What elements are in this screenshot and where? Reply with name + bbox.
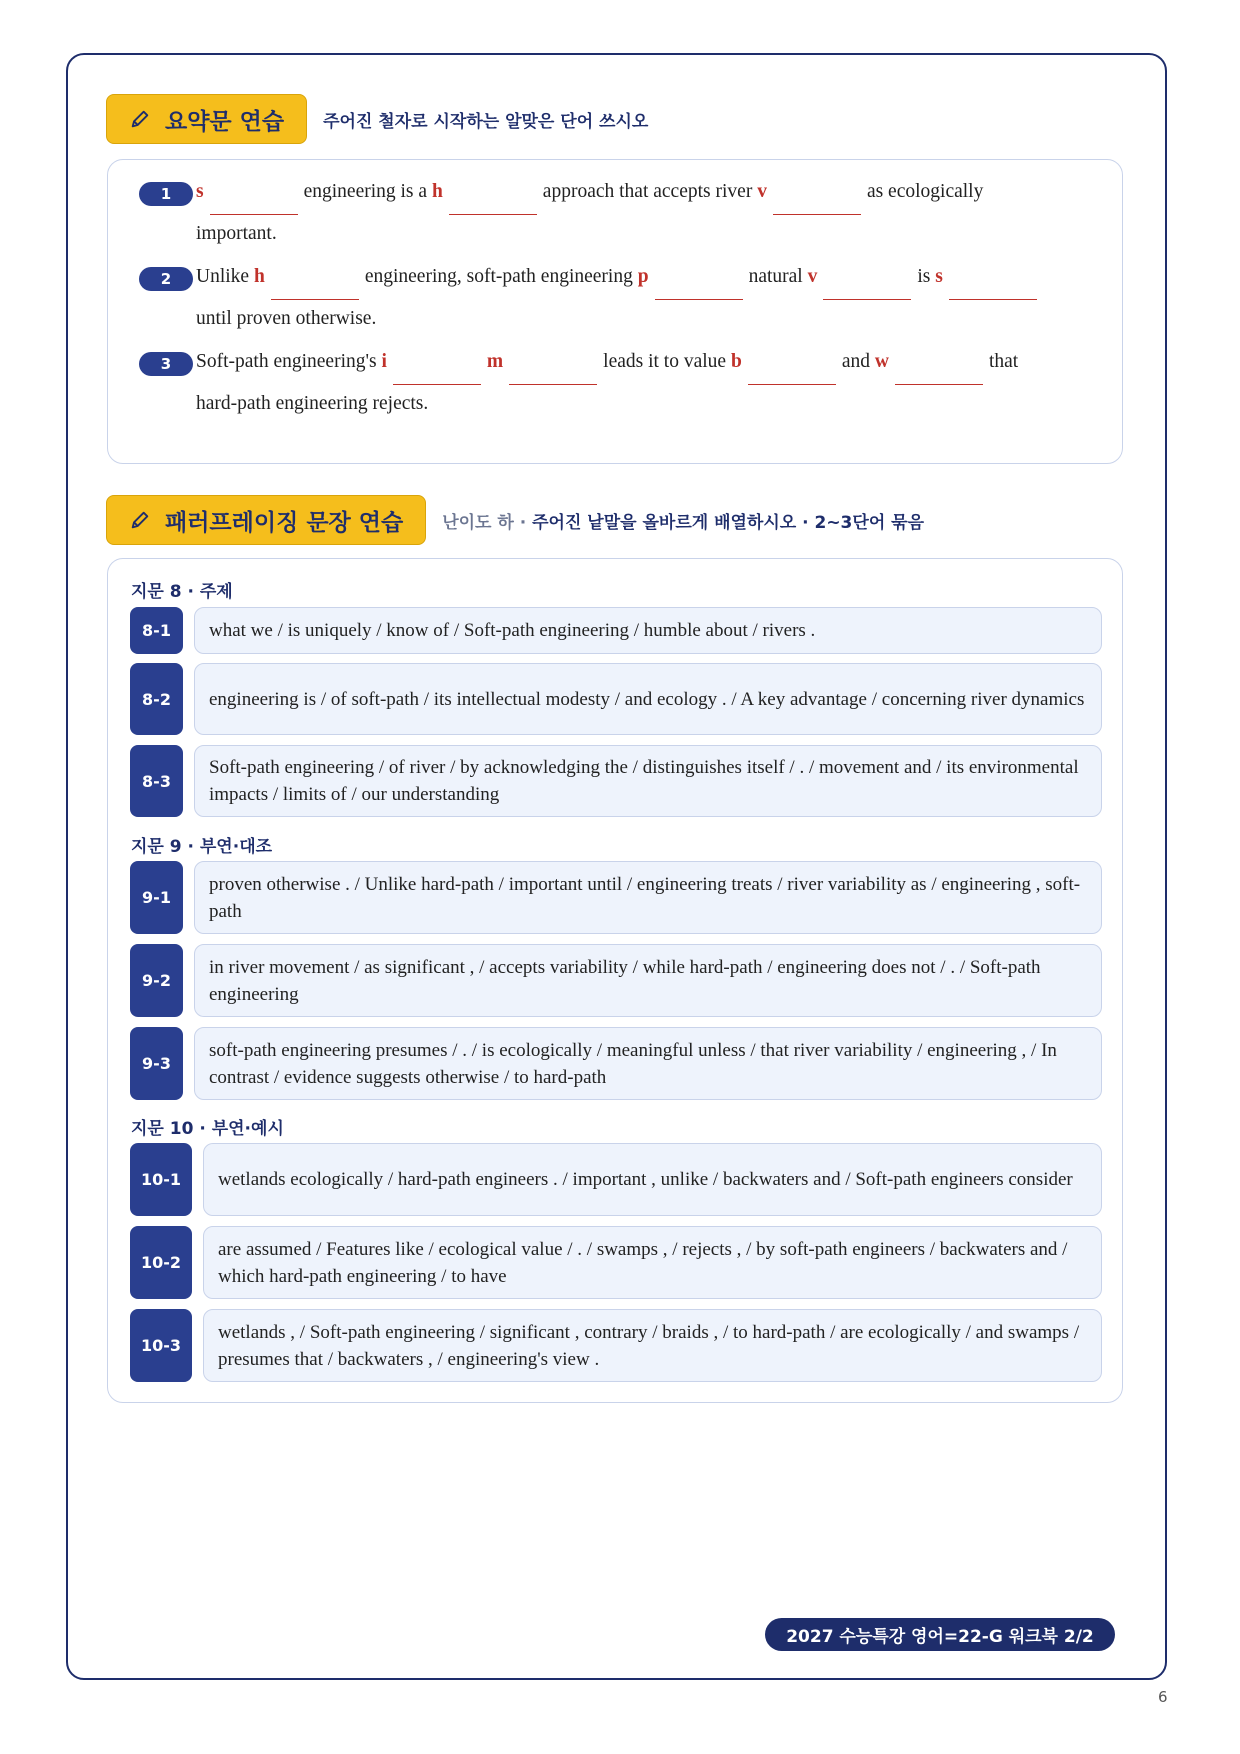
summary-text: approach that accepts river xyxy=(542,181,753,202)
hint-letter: m xyxy=(486,351,504,372)
answer-blank[interactable] xyxy=(271,267,359,300)
summary-title-tag xyxy=(106,94,307,144)
summary-text: Unlike xyxy=(196,266,250,287)
hint-letter: w xyxy=(874,351,889,372)
hint-letter: v xyxy=(757,181,767,202)
answer-blank[interactable] xyxy=(509,352,597,385)
row-number-badge: 8-1 xyxy=(130,607,183,654)
summary-text: engineering, soft-path engineering xyxy=(364,266,633,287)
scrambled-text: soft-path engineering presumes / . / is ecologically / meaningful unless / that river variability / engineering , / In contrast / evidence suggests otherwise / to hard-path xyxy=(194,1027,1102,1100)
summary-box xyxy=(107,159,1123,464)
row-number-badge: 8-2 xyxy=(130,663,183,735)
pencil-icon xyxy=(129,108,151,130)
scrambled-text: proven otherwise . / Unlike hard-path / important until / engineering treats / river variability as / engineering , soft-path xyxy=(194,861,1102,934)
hint-letter: s xyxy=(196,181,204,202)
summary-text: as ecologically xyxy=(866,181,984,202)
scrambled-text: engineering is / of soft-path / its intellectual modesty / and ecology . / A key advantage / concerning river dynamics xyxy=(194,663,1102,735)
scrambled-text: wetlands , / Soft-path engineering / significant , contrary / braids , / to hard-path / are ecologically / and swamps / presumes that / backwaters , / engineering's view . xyxy=(203,1309,1102,1382)
row-number-badge: 8-3 xyxy=(130,745,183,817)
footer-badge: 2027 수능특강 영어=22-G 워크북 2/2 xyxy=(765,1618,1115,1651)
summary-text: that xyxy=(988,351,1019,372)
group-label: 지문 8 · 주제 xyxy=(131,582,233,602)
summary-continuation: important. xyxy=(196,223,277,244)
summary-continuation: hard-path engineering rejects. xyxy=(196,393,429,414)
page-number: 6 xyxy=(1158,1688,1168,1706)
summary-text: leads it to value xyxy=(603,351,727,372)
summary-title: 요약문 연습 xyxy=(165,108,285,135)
answer-blank[interactable] xyxy=(949,267,1037,300)
summary-item xyxy=(160,351,1082,414)
item-number-badge: 3 xyxy=(139,352,193,376)
scrambled-text: what we / is uniquely / know of / Soft-path engineering / humble about / rivers . xyxy=(194,607,1102,654)
hint-letter: s xyxy=(935,266,943,287)
answer-blank[interactable] xyxy=(449,182,537,215)
paraphrase-instruction: 주어진 낱말을 올바르게 배열하시오 · 2~3단어 묶음 xyxy=(532,512,924,533)
answer-blank[interactable] xyxy=(823,267,911,300)
hint-letter: v xyxy=(807,266,818,287)
answer-blank[interactable] xyxy=(773,182,861,215)
item-number-badge: 2 xyxy=(139,267,193,291)
scrambled-text: wetlands ecologically / hard-path engineers . / important , unlike / backwaters and / Soft-path engineers consider xyxy=(203,1143,1102,1216)
answer-blank[interactable] xyxy=(895,352,983,385)
summary-continuation: until proven otherwise. xyxy=(196,308,377,329)
summary-text: natural xyxy=(748,266,803,287)
scrambled-text: in river movement / as significant , / accepts variability / while hard-path / engineering does not / . / Soft-path engineering xyxy=(194,944,1102,1017)
row-number-badge: 10-3 xyxy=(130,1309,192,1382)
paraphrase-header xyxy=(106,495,924,545)
summary-text: Soft-path engineering's xyxy=(196,351,377,372)
answer-blank[interactable] xyxy=(210,182,298,215)
scrambled-text: Soft-path engineering / of river / by acknowledging the / distinguishes itself / . / movement and / its environmental impacts / limits of / our understanding xyxy=(194,745,1102,817)
row-number-badge: 9-3 xyxy=(130,1027,183,1100)
hint-letter: h xyxy=(431,181,443,202)
summary-text: is xyxy=(917,266,931,287)
item-number-badge: 1 xyxy=(139,182,193,206)
row-number-badge: 10-2 xyxy=(130,1226,192,1299)
difficulty-label: 난이도 하 · xyxy=(442,512,527,533)
answer-blank[interactable] xyxy=(748,352,836,385)
scrambled-text: are assumed / Features like / ecological value / . / swamps , / rejects , / by soft-path engineers / backwaters and / which hard-path engineering / to have xyxy=(203,1226,1102,1299)
summary-item xyxy=(160,181,1082,244)
group-label: 지문 9 · 부연·대조 xyxy=(131,837,273,857)
summary-text: engineering is a xyxy=(303,181,428,202)
hint-letter: b xyxy=(730,351,742,372)
paraphrase-title-tag xyxy=(106,495,426,545)
row-number-badge: 9-1 xyxy=(130,861,183,934)
row-number-badge: 10-1 xyxy=(130,1143,192,1216)
row-number-badge: 9-2 xyxy=(130,944,183,1017)
paraphrase-title: 패러프레이징 문장 연습 xyxy=(165,509,404,536)
summary-item xyxy=(160,266,1082,329)
pencil-icon xyxy=(129,509,151,531)
answer-blank[interactable] xyxy=(655,267,743,300)
answer-blank[interactable] xyxy=(393,352,481,385)
group-label: 지문 10 · 부연·예시 xyxy=(131,1119,284,1139)
hint-letter: p xyxy=(637,266,649,287)
summary-instruction: 주어진 철자로 시작하는 알맞은 단어 쓰시오 xyxy=(323,111,649,132)
summary-header xyxy=(106,94,648,144)
summary-text: and xyxy=(841,351,870,372)
hint-letter: i xyxy=(381,351,387,372)
hint-letter: h xyxy=(253,266,265,287)
